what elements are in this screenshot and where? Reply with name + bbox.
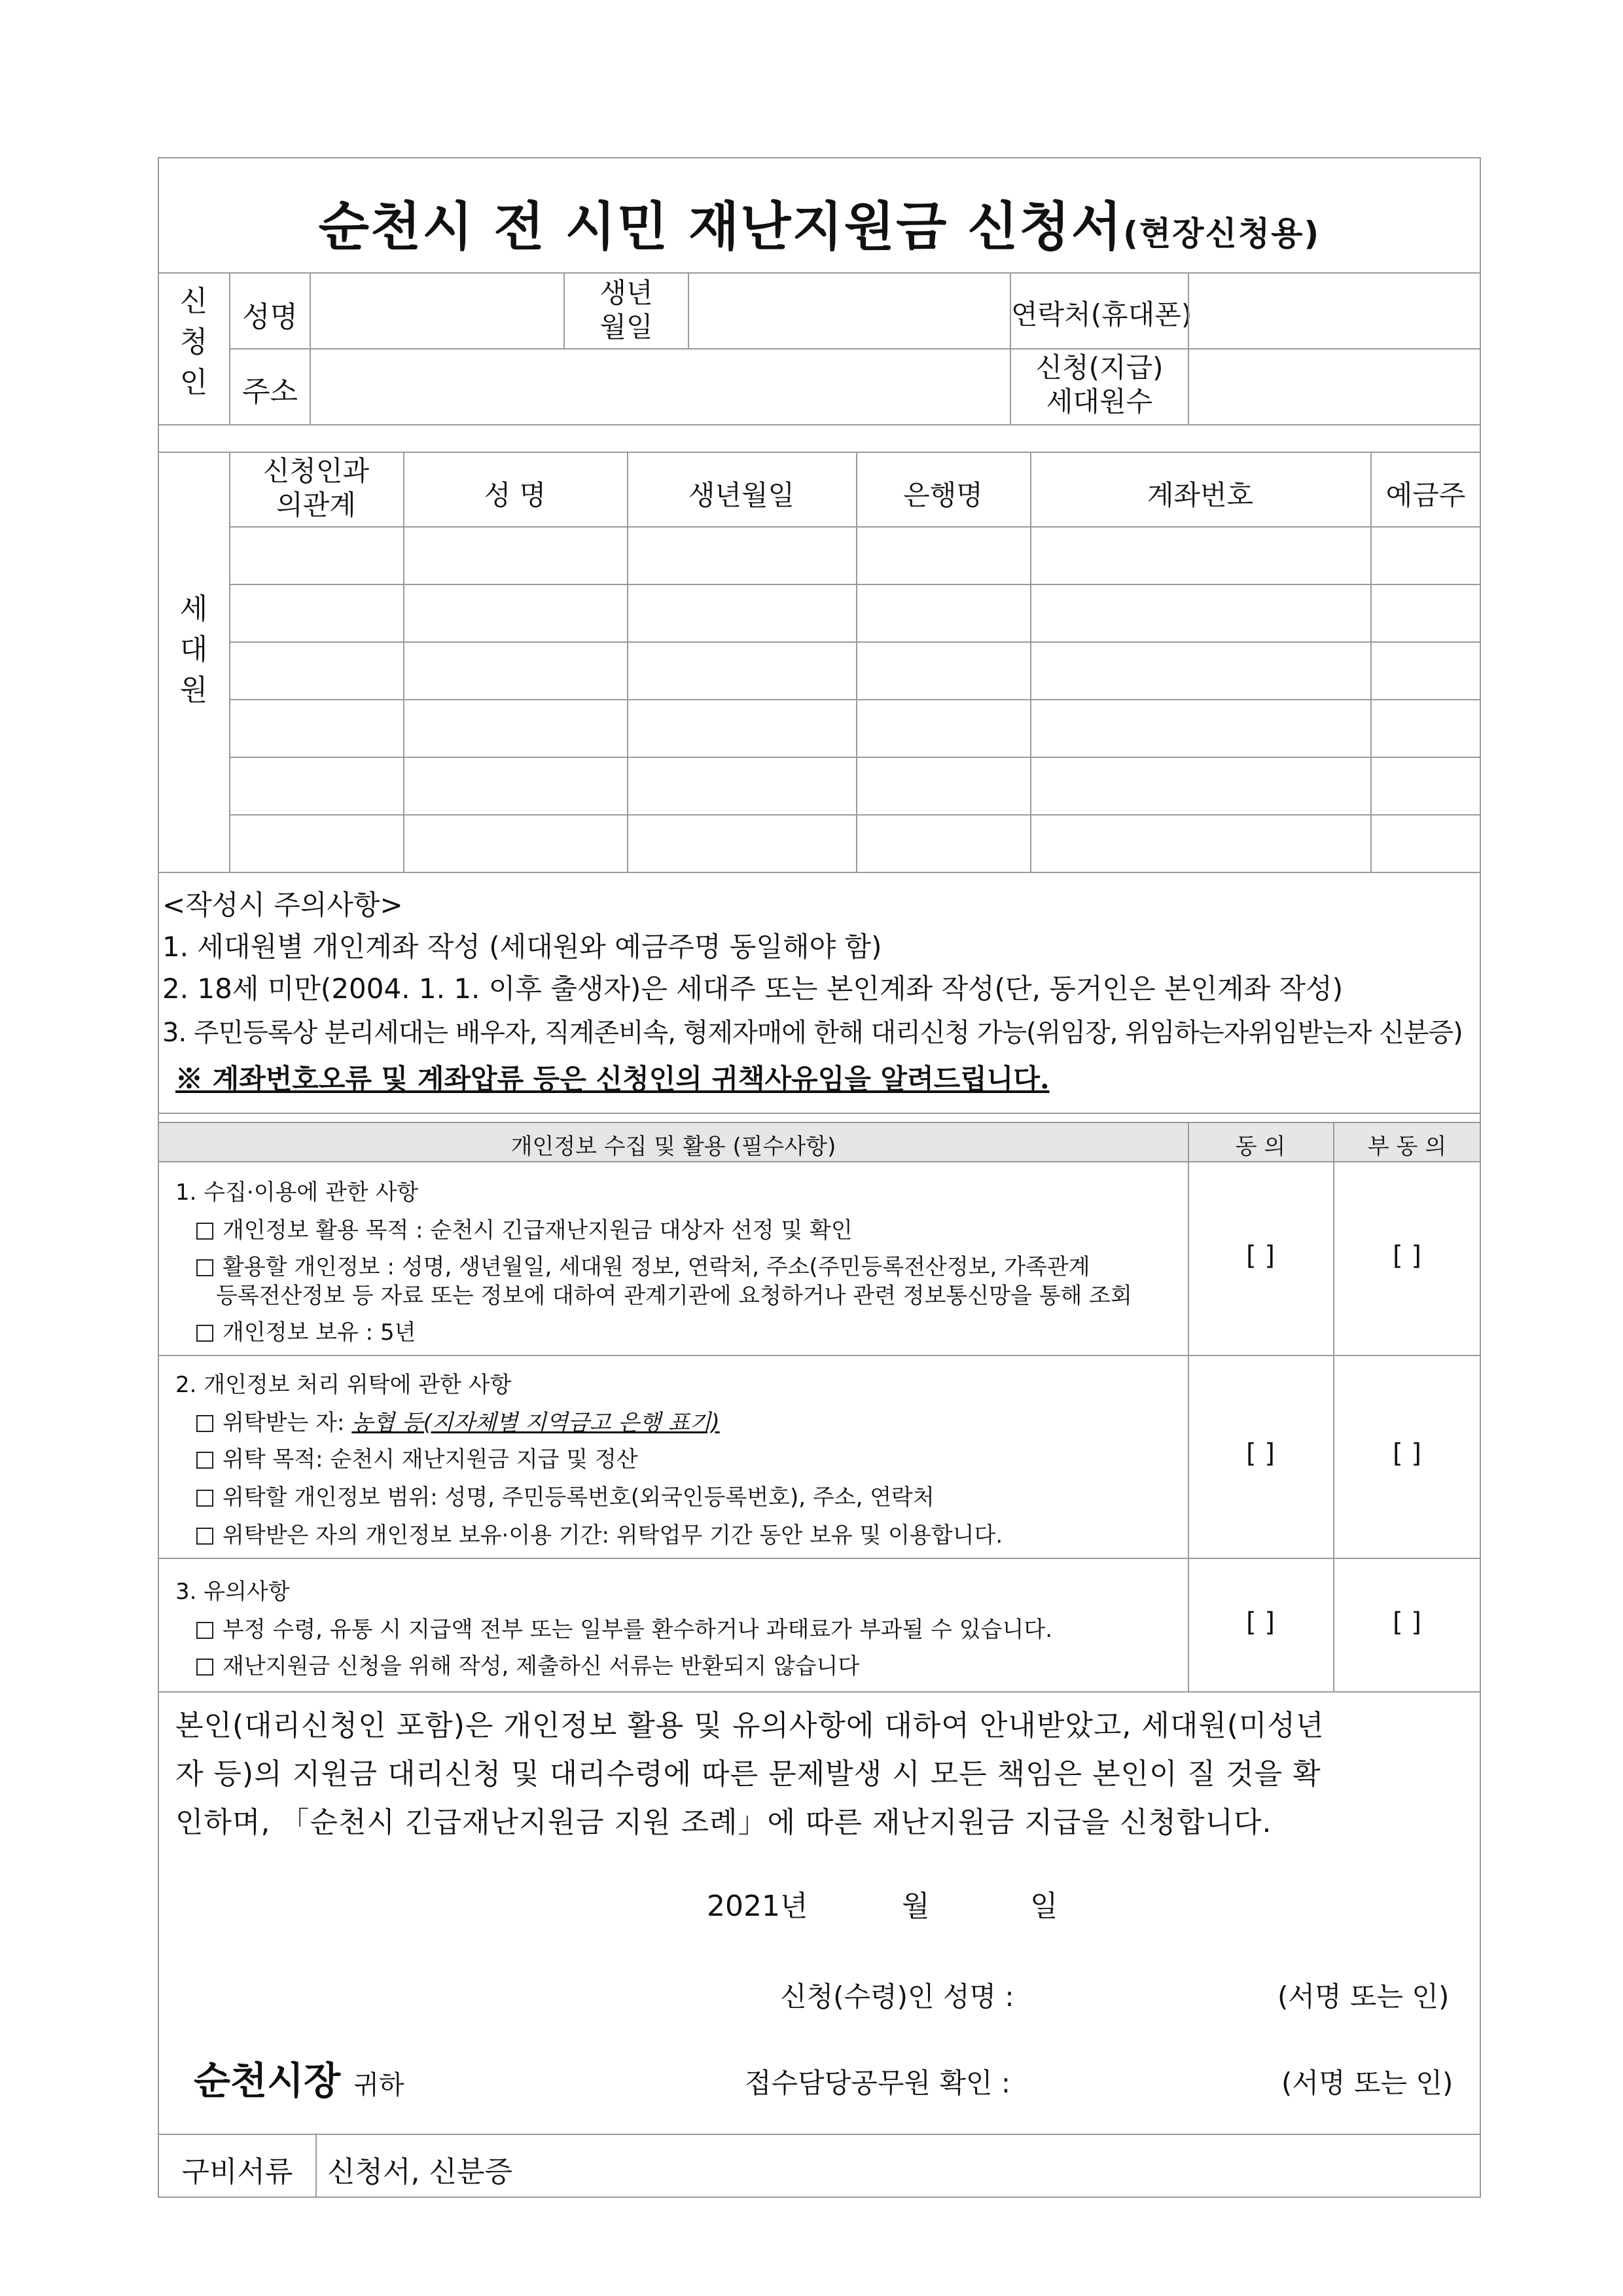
privacy-item [196,1249,1090,1281]
divider [1333,1122,1334,1691]
privacy-item [196,1441,638,1473]
privacy-item [196,1314,416,1346]
household-cell[interactable] [230,585,402,640]
household-table [229,452,1481,872]
divider [1188,1122,1189,1691]
privacy-item-text: 위탁받은 자의 개인정보 보유·이용 기간: 위탁업무 기간 동안 보유 및 이용합니다. [223,1522,1003,1549]
agree-label: 동 의 [1235,1134,1286,1160]
divider [158,2134,1481,2135]
date-year: 2021년 [707,1890,808,1923]
privacy-item-text: 위탁 목적: 순천시 재난지원금 지급 및 정산 [223,1446,638,1473]
household-cell[interactable] [230,758,402,813]
privacy-item [196,1405,720,1437]
divider [158,1691,1481,1693]
birth-label-text: 생년월일 [599,277,653,343]
agree-checkbox[interactable]: [ ] [1246,1439,1275,1469]
household-cell[interactable] [1031,700,1369,755]
recipient-suffix: 귀하 [353,2070,404,2100]
privacy-item-text: 부정 수령, 유통 시 지급액 전부 또는 일부를 환수하거나 과태료가 부과될 수 있습니다. [223,1617,1052,1643]
household-cell[interactable] [857,585,1029,640]
note-item: 2. 18세 미만(2004. 1. 1. 이후 출생자)은 세대주 또는 본인계좌 작성(단, 동거인은 본인계좌 작성) [162,973,1344,1005]
household-cell[interactable] [628,585,855,640]
household-column-header: 계좌번호 [1147,479,1254,511]
household-cell[interactable] [404,528,626,583]
household-cell[interactable] [1372,816,1480,870]
household-count-field[interactable] [1189,350,1480,423]
checkbox-icon [196,1490,213,1507]
contact-label: 연락처(휴대폰) [1011,298,1192,331]
contact-field[interactable] [1189,274,1480,347]
birth-label [565,276,688,344]
name-field[interactable] [311,274,562,347]
applicant-signature-label: 신청(수령)인 성명 : [780,1981,1014,2013]
household-column-header: 생년월일 [688,479,795,511]
privacy-item-continuation: 등록전산정보 등 자료 또는 정보에 대하여 관계기관에 요청하거나 관련 정보통신망을 통해 조회 [216,1283,1132,1309]
household-cell[interactable] [857,758,1029,813]
checkbox-icon [196,1415,213,1432]
official-signature-field[interactable]: (서명 또는 인) [1281,2067,1454,2099]
divider [315,2134,317,2198]
privacy-section-title: 1. 수집·이용에 관한 사항 [175,1179,419,1206]
agree-checkbox[interactable]: [ ] [1246,1607,1275,1638]
privacy-item-text: 활용할 개인정보 : 성명, 생년월일, 세대원 정보, 연락처, 주소(주민등록전산정보, 가족관계 [223,1254,1090,1280]
household-cell[interactable] [230,700,402,755]
privacy-item [196,1212,853,1244]
divider [158,1161,1481,1162]
household-cell[interactable] [857,816,1029,870]
household-cell[interactable] [404,700,626,755]
divider [158,1113,1481,1114]
household-cell[interactable] [1031,585,1369,640]
disagree-label: 부 동 의 [1367,1134,1447,1160]
household-cell[interactable] [404,643,626,698]
form-title [158,185,1481,260]
household-cell[interactable] [628,758,855,813]
divider [158,1355,1481,1356]
privacy-item-text: 재난지원금 신청을 위해 작성, 제출하신 서류는 반환되지 않습니다 [223,1653,860,1679]
household-section-label-text: 세대원 [179,592,208,707]
date-day: 일 [1030,1890,1058,1923]
divider [158,424,1481,425]
declaration-line: 인하며, 「순천시 긴급재난지원금 지원 조례」에 따른 재난지원금 지급을 신청합니다. [175,1806,1272,1839]
household-cell[interactable] [628,816,855,870]
divider [158,1122,1481,1123]
checkbox-icon [196,1259,213,1276]
household-cell[interactable] [1372,528,1480,583]
birth-field[interactable] [689,274,1008,347]
household-cell[interactable] [628,643,855,698]
household-cell[interactable] [628,528,855,583]
recipient-name [194,2050,404,2105]
household-cell[interactable] [404,585,626,640]
checkbox-icon [196,1622,213,1639]
household-cell[interactable] [230,643,402,698]
household-cell[interactable] [1372,758,1480,813]
name-label: 성명 [242,300,298,334]
documents-label: 구비서류 [181,2155,293,2189]
household-cell[interactable] [230,528,402,583]
household-cell[interactable] [857,700,1029,755]
disagree-checkbox[interactable]: [ ] [1393,1241,1421,1271]
divider [158,872,1481,873]
applicant-section-label-text: 신청인 [179,285,208,399]
checkbox-icon [196,1223,213,1240]
privacy-item-text: 위탁받는 자: [223,1410,345,1436]
address-label: 주소 [242,375,298,408]
applicant-signature-field[interactable]: (서명 또는 인) [1277,1981,1450,2013]
household-column-header: 은행명 [903,479,983,511]
note-item: 3. 주민등록상 분리세대는 배우자, 직계존비속, 형제자매에 한해 대리신청 가능(위임장, 위임하는자위임받는자 신분증) [162,1018,1463,1048]
form-title-suffix: (현장신청용) [1123,215,1321,253]
disagree-checkbox[interactable]: [ ] [1393,1439,1421,1469]
household-count-label-text: 신청(지급)세대원수 [1035,351,1164,418]
agree-checkbox[interactable]: [ ] [1246,1241,1275,1271]
household-cell[interactable] [404,758,626,813]
declaration-line: 자 등)의 지원금 대리신청 및 대리수령에 따른 문제발생 시 모든 책임은 본인이 질 것을 확 [175,1757,1321,1791]
privacy-section-title: 3. 유의사항 [175,1579,290,1605]
household-cell[interactable] [1031,528,1369,583]
household-column-header: 성 명 [484,479,546,511]
checkbox-icon [196,1325,213,1342]
privacy-item [196,1479,935,1511]
privacy-item [196,1517,1003,1549]
official-signature-label: 접수담당공무원 확인 : [745,2067,1011,2099]
privacy-item [196,1611,1052,1643]
documents-value: 신청서, 신분증 [327,2155,512,2189]
privacy-item-text: 위탁할 개인정보 범위: 성명, 주민등록번호(외국인등록번호), 주소, 연락처 [223,1484,935,1511]
checkbox-icon [196,1528,213,1545]
applicant-section-label [175,281,212,403]
household-cell[interactable] [1031,758,1369,813]
household-cell[interactable] [857,528,1029,583]
household-section-label [175,589,212,711]
household-column-header: 신청인과의관계 [262,455,370,521]
privacy-item-text: 개인정보 활용 목적 : 순천시 긴급재난지원금 대상자 선정 및 확인 [223,1217,853,1244]
household-cell[interactable] [857,643,1029,698]
notes-warning: ※ 계좌번호오류 및 계좌압류 등은 신청인의 귀책사유임을 알려드립니다. [175,1063,1050,1095]
notes-heading: <작성시 주의사항> [162,889,403,921]
date-month: 월 [902,1890,930,1923]
household-cell[interactable] [1372,643,1480,698]
checkbox-icon [196,1659,213,1676]
declaration-line: 본인(대리신청인 포함)은 개인정보 활용 및 유의사항에 대하여 안내받았고, 세대원(미성년 [175,1709,1325,1742]
household-count-label [1016,351,1183,419]
household-cell[interactable] [628,700,855,755]
household-cell[interactable] [1372,700,1480,755]
household-cell[interactable] [1031,643,1369,698]
privacy-section-title: 2. 개인정보 처리 위탁에 관한 사항 [175,1372,512,1398]
household-column-header: 예금주 [1385,479,1466,511]
privacy-item-text: 개인정보 보유 : 5년 [223,1319,416,1346]
household-cell[interactable] [1031,816,1369,870]
divider [158,1558,1481,1559]
household-cell[interactable] [1372,585,1480,640]
household-cell[interactable] [404,816,626,870]
privacy-item [196,1648,859,1680]
checkbox-icon [196,1452,213,1469]
address-field[interactable] [311,350,1008,423]
privacy-header: 개인정보 수집 및 활용 (필수사항) [510,1134,836,1160]
household-cell[interactable] [230,816,402,870]
recipient-name-text: 순천시장 [194,2058,341,2103]
trustee-value: 농협 등(지자체별 지역금고 은행 표기) [351,1410,720,1436]
form-title-main: 순천시 전 시민 재난지원금 신청서 [318,196,1124,257]
disagree-checkbox[interactable]: [ ] [1393,1607,1421,1638]
note-item: 1. 세대원별 개인계좌 작성 (세대원와 예금주명 동일해야 함) [162,931,882,963]
